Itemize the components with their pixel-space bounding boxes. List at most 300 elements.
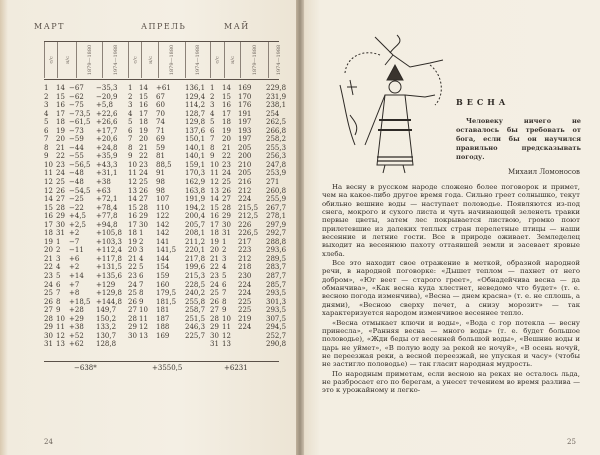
table-cell: 170,3 bbox=[185, 169, 206, 178]
epigraph-author: Михаил Ломоносов bbox=[508, 168, 580, 176]
table-cell: +4,5 bbox=[69, 212, 86, 221]
table-cell: 15 bbox=[139, 92, 148, 101]
page-number-left: 24 bbox=[44, 438, 53, 446]
table-cell: 30 bbox=[139, 220, 148, 229]
table-cell: 220,1 bbox=[185, 246, 206, 255]
table-cell: 150,2 bbox=[96, 314, 117, 323]
column-header-label: 1879—1880 bbox=[252, 44, 259, 76]
table-cell: 225 bbox=[238, 297, 252, 306]
table-cell: 215,3 bbox=[185, 272, 206, 281]
table-cell: 13 bbox=[56, 340, 65, 349]
table-cell: 13 bbox=[128, 186, 137, 195]
table-cell: 15 bbox=[128, 203, 137, 212]
table-cell: 2 bbox=[139, 237, 144, 246]
table-cell: 14 bbox=[210, 195, 219, 204]
table-cell: 144 bbox=[156, 254, 170, 263]
table-cell: +77,8 bbox=[96, 212, 118, 221]
table-cell: 1 bbox=[44, 84, 49, 92]
table-cell: 226 bbox=[238, 220, 252, 229]
table-cell: 278,1 bbox=[266, 212, 287, 221]
table-row bbox=[44, 306, 287, 315]
table-cell: 18 bbox=[222, 118, 231, 127]
table-cell: 21 bbox=[44, 254, 53, 263]
table-cell: −20,9 bbox=[96, 92, 118, 101]
column-header bbox=[44, 42, 58, 78]
table-cell: −56,5 bbox=[69, 160, 91, 169]
table-cell: 10 bbox=[139, 306, 148, 315]
table-cell: 223 bbox=[238, 246, 252, 255]
table-cell: 288,8 bbox=[266, 237, 287, 246]
table-cell: 208,1 bbox=[185, 229, 206, 238]
table-cell: 162,9 bbox=[185, 178, 206, 187]
table-cell: 17 bbox=[56, 109, 65, 118]
table-cell: 107 bbox=[156, 195, 170, 204]
table-bottom-rule bbox=[44, 361, 279, 362]
table-cell: 26 bbox=[128, 297, 137, 306]
table-cell: +28 bbox=[69, 306, 84, 315]
table-cell: 169 bbox=[156, 331, 170, 340]
table-cell: 5 bbox=[56, 272, 61, 281]
table-cell: 307,5 bbox=[266, 314, 287, 323]
table-cell: 19 bbox=[44, 237, 53, 246]
table-cell: 293,5 bbox=[266, 306, 287, 315]
column-header-label: 1879—1880 bbox=[87, 44, 94, 76]
table-cell: 2 bbox=[128, 92, 133, 101]
table-row bbox=[44, 186, 287, 196]
woman-in-kokoshnik-with-crane-icon bbox=[335, 25, 455, 175]
table-cell: 188 bbox=[156, 323, 170, 332]
table-cell: 31 bbox=[56, 229, 65, 238]
table-cell: 294,5 bbox=[266, 323, 287, 332]
table-cell: 8 bbox=[222, 297, 227, 306]
table-cell: 199,6 bbox=[185, 263, 206, 272]
table-cell: +94,8 bbox=[96, 220, 118, 229]
table-cell: 247,8 bbox=[266, 160, 287, 169]
table-cell: 60 bbox=[156, 101, 165, 110]
table-row bbox=[44, 101, 287, 110]
table-cell: 292,7 bbox=[266, 229, 287, 238]
table-cell: 59 bbox=[156, 143, 165, 152]
table-cell: 5 bbox=[210, 118, 215, 127]
table-cell: 12 bbox=[128, 178, 137, 187]
table-row bbox=[44, 331, 287, 341]
month-april: АПРЕЛЬ bbox=[141, 22, 187, 31]
table-cell: 30 bbox=[128, 331, 137, 340]
table-cell: +5,8 bbox=[96, 101, 113, 110]
table-header bbox=[44, 42, 283, 78]
table-cell: 24 bbox=[139, 169, 148, 178]
table-cell: 254 bbox=[266, 109, 280, 118]
table-cell: −7 bbox=[69, 237, 80, 246]
table-row bbox=[44, 220, 287, 230]
table-cell: 18 bbox=[128, 229, 137, 238]
table-cell: 197 bbox=[238, 135, 252, 144]
table-cell: −44 bbox=[69, 143, 84, 152]
column-header-label: 1974—1988 bbox=[113, 44, 120, 76]
table-cell: +112,4 bbox=[96, 246, 122, 255]
table-cell: 267,7 bbox=[266, 203, 287, 212]
table-cell: 10 bbox=[128, 160, 137, 169]
table-cell: 11 bbox=[56, 323, 65, 332]
column-header-label: с/с bbox=[132, 56, 139, 64]
table-cell: 253,9 bbox=[266, 169, 287, 178]
table-cell: 12 bbox=[222, 331, 231, 340]
table-cell: 23 bbox=[44, 272, 53, 281]
table-cell: 24 bbox=[128, 280, 137, 289]
column-header bbox=[57, 42, 77, 78]
table-cell: 225 bbox=[238, 306, 252, 315]
table-cell: +35,9 bbox=[96, 152, 118, 161]
table-cell: 16 bbox=[222, 101, 231, 110]
table-cell: 26 bbox=[210, 297, 219, 306]
table-cell: 14 bbox=[128, 195, 137, 204]
table-cell: 27 bbox=[210, 306, 219, 315]
table-cell: +31,1 bbox=[96, 169, 118, 178]
table-cell: +135,6 bbox=[96, 272, 122, 281]
table-cell: 136,1 bbox=[185, 84, 206, 92]
table-cell: 71 bbox=[156, 126, 165, 135]
table-cell: 258,7 bbox=[185, 306, 206, 315]
table-cell: 262,5 bbox=[266, 118, 287, 127]
table-cell: 285,7 bbox=[266, 280, 287, 289]
table-row bbox=[44, 152, 287, 161]
table-cell: 212 bbox=[238, 254, 252, 263]
table-cell: 142 bbox=[156, 220, 170, 229]
table-cell: 13 bbox=[222, 340, 231, 349]
table-cell: 128,7 bbox=[185, 109, 206, 118]
table-cell: −55 bbox=[69, 152, 84, 161]
table-cell: +129,8 bbox=[96, 289, 122, 298]
table-cell: 70 bbox=[156, 109, 165, 118]
table-row bbox=[44, 263, 287, 272]
table-cell: 141 bbox=[156, 237, 170, 246]
table-cell: 12 bbox=[44, 186, 53, 195]
table-cell: 1 bbox=[139, 229, 144, 238]
table-cell: −73 bbox=[69, 126, 84, 135]
table-row bbox=[44, 323, 287, 332]
chapter-title: ВЕСНА bbox=[456, 97, 510, 107]
table-cell: 18 bbox=[56, 118, 65, 127]
table-cell: 31 bbox=[210, 340, 219, 349]
table-cell: 1 bbox=[56, 237, 61, 246]
table-cell: 159 bbox=[156, 272, 170, 281]
table-row bbox=[44, 280, 287, 290]
table-cell: −11 bbox=[69, 246, 84, 255]
table-cell: 11 bbox=[139, 314, 148, 323]
table-row bbox=[44, 195, 287, 204]
table-cell: 17 bbox=[222, 109, 231, 118]
table-cell: 17 bbox=[139, 109, 148, 118]
table-cell: 3 bbox=[44, 101, 49, 110]
table-cell: +72,1 bbox=[96, 195, 118, 204]
table-cell: 8 bbox=[44, 143, 49, 152]
table-cell: 2 bbox=[222, 246, 227, 255]
table-cell: 1 bbox=[210, 84, 215, 92]
table-cell: 3 bbox=[210, 101, 215, 110]
table-cell: 7 bbox=[44, 135, 49, 144]
table-cell: 25 bbox=[128, 289, 137, 298]
table-cell: 22 bbox=[44, 263, 53, 272]
table-cell: 205,7 bbox=[185, 220, 206, 229]
table-cell: 24 bbox=[56, 169, 65, 178]
month-march: МАРТ bbox=[34, 22, 65, 31]
table-cell: 12 bbox=[139, 323, 148, 332]
table-cell: 290,8 bbox=[266, 340, 287, 349]
table-cell: 7 bbox=[222, 289, 227, 298]
table-cell: −22 bbox=[69, 203, 84, 212]
table-cell: 6 bbox=[222, 280, 227, 289]
table-cell: 69 bbox=[156, 135, 165, 144]
column-header-label: н/с bbox=[147, 56, 154, 64]
table-cell: +144,8 bbox=[96, 297, 122, 306]
column-header-label: 1879—1880 bbox=[169, 44, 176, 76]
table-cell: 205 bbox=[238, 169, 252, 178]
table-row bbox=[44, 340, 287, 349]
table-cell: 224 bbox=[238, 289, 252, 298]
table-cell: +2 bbox=[69, 263, 80, 272]
column-header-label: 1974—1988 bbox=[195, 44, 202, 76]
table-cell: 150,1 bbox=[185, 135, 206, 144]
table-row bbox=[44, 297, 287, 307]
table-cell: 200 bbox=[238, 152, 252, 161]
epigraph: Человеку ничего не оставалось бы требовать от бога, если бы он научился правильно предсказывать погоду. bbox=[456, 117, 581, 161]
table-cell: 8 bbox=[56, 297, 61, 306]
table-cell: 19 bbox=[210, 237, 219, 246]
table-cell: 30 bbox=[222, 220, 231, 229]
table-cell: 212,5 bbox=[238, 212, 259, 221]
table-cell: 10 bbox=[56, 314, 65, 323]
table-cell: 25 bbox=[139, 178, 148, 187]
table-cell: 5 bbox=[128, 118, 133, 127]
column-header-label: с/с bbox=[214, 56, 221, 64]
table-cell: 3 bbox=[56, 254, 61, 263]
column-header bbox=[102, 42, 129, 78]
table-cell: 21 bbox=[210, 254, 219, 263]
table-row bbox=[44, 178, 284, 187]
table-cell: 200,4 bbox=[185, 212, 206, 221]
table-cell: 17 bbox=[44, 220, 53, 229]
column-header bbox=[185, 42, 211, 78]
table-row bbox=[44, 92, 287, 102]
table-cell: 14 bbox=[56, 84, 65, 92]
table-cell: 130,7 bbox=[96, 331, 117, 340]
table-row bbox=[44, 272, 287, 281]
table-cell: 15 bbox=[56, 92, 65, 101]
table-cell: 217 bbox=[238, 237, 252, 246]
table-cell: 9 bbox=[128, 152, 133, 161]
table-cell: 258,2 bbox=[266, 135, 287, 144]
table-cell: 20 bbox=[44, 246, 53, 255]
table-cell: 211,2 bbox=[185, 237, 206, 246]
table-cell: +103,3 bbox=[96, 237, 122, 246]
table-cell: 301,3 bbox=[266, 297, 287, 306]
table-cell: 293,6 bbox=[266, 246, 287, 255]
table-cell: 27 bbox=[56, 195, 65, 204]
table-cell: 11 bbox=[44, 169, 53, 178]
table-cell: 29 bbox=[210, 323, 219, 332]
table-cell: +20,6 bbox=[96, 135, 118, 144]
month-headers bbox=[28, 22, 278, 36]
table-cell: 29 bbox=[44, 323, 53, 332]
table-cell: 29 bbox=[139, 212, 148, 221]
table-cell: +14 bbox=[69, 272, 84, 281]
table-cell: 229,8 bbox=[266, 84, 287, 92]
table-cell: −35,3 bbox=[96, 84, 118, 92]
table-row bbox=[44, 110, 284, 119]
table-cell: +63 bbox=[96, 186, 111, 195]
table-cell: 13 bbox=[139, 331, 148, 340]
table-cell: 20 bbox=[128, 246, 137, 255]
column-header-label: н/с bbox=[64, 56, 71, 64]
table-cell: 21 bbox=[139, 143, 148, 152]
table-row bbox=[44, 169, 287, 178]
table-cell: +18,5 bbox=[69, 297, 91, 306]
table-cell: 2 bbox=[56, 246, 61, 255]
table-cell: 4 bbox=[222, 263, 227, 272]
table-cell: 266,8 bbox=[266, 126, 287, 135]
table-row bbox=[44, 126, 287, 136]
table-cell: 8 bbox=[139, 289, 144, 298]
table-cell: 255,3 bbox=[266, 143, 287, 152]
total-march: −638* bbox=[74, 364, 97, 372]
table-cell: 31 bbox=[44, 340, 53, 349]
table-cell: 12 bbox=[44, 178, 53, 187]
column-header bbox=[128, 42, 142, 78]
table-cell: 122 bbox=[156, 212, 170, 221]
table-cell: 129,4 bbox=[185, 92, 206, 101]
table-cell: 3 bbox=[139, 246, 144, 255]
table-cell: 179,5 bbox=[156, 289, 177, 298]
table-cell: 11 bbox=[210, 169, 219, 178]
table-cell: 18 bbox=[139, 118, 148, 127]
table-cell: 193 bbox=[238, 126, 252, 135]
table-cell: −61,5 bbox=[69, 118, 91, 127]
table-cell: 14 bbox=[44, 195, 53, 204]
table-cell: 271 bbox=[266, 178, 280, 187]
table-cell: 9 bbox=[139, 297, 144, 306]
column-header-label: н/с bbox=[229, 56, 236, 64]
table-cell: 27 bbox=[139, 195, 148, 204]
table-cell: 255,9 bbox=[266, 195, 287, 204]
table-cell: 159,1 bbox=[185, 160, 206, 169]
table-cell: 256,3 bbox=[266, 152, 287, 161]
table-cell: 67 bbox=[156, 92, 165, 101]
table-cell: 21 bbox=[56, 143, 65, 152]
table-cell: 226,5 bbox=[238, 229, 259, 238]
table-cell: 128,8 bbox=[96, 340, 117, 349]
table-cell: 14 bbox=[139, 84, 148, 92]
table-cell: 216 bbox=[238, 178, 252, 187]
table-body bbox=[44, 84, 287, 349]
table-cell: +43,3 bbox=[96, 160, 118, 169]
table-cell: 9 bbox=[222, 306, 227, 315]
table-cell: 297,9 bbox=[266, 220, 287, 229]
table-cell: 197 bbox=[238, 118, 252, 127]
table-cell: +2 bbox=[69, 229, 80, 238]
table-cell: 98 bbox=[156, 178, 165, 187]
table-cell: 4 bbox=[139, 254, 144, 263]
table-cell: 215,5 bbox=[238, 203, 259, 212]
table-cell: +61 bbox=[156, 84, 171, 92]
table-cell: 28 bbox=[128, 314, 137, 323]
table-cell: +6 bbox=[69, 254, 80, 263]
table-cell: 11 bbox=[222, 323, 231, 332]
table-cell: +8 bbox=[69, 289, 80, 298]
table-cell: 23 bbox=[210, 272, 219, 281]
table-cell: 2 bbox=[210, 92, 215, 101]
table-cell: +17,7 bbox=[96, 126, 118, 135]
table-cell: 88,5 bbox=[156, 160, 172, 169]
table-cell: 246,3 bbox=[185, 323, 206, 332]
table-cell: 21 bbox=[222, 143, 231, 152]
table-cell: 19 bbox=[139, 126, 148, 135]
table-cell: 30 bbox=[44, 331, 53, 340]
table-cell: 1 bbox=[222, 237, 227, 246]
table-cell: −62 bbox=[69, 92, 84, 101]
table-cell: 228,5 bbox=[185, 280, 206, 289]
table-cell: 16 bbox=[139, 101, 148, 110]
table-cell: 29 bbox=[128, 323, 137, 332]
table-cell: 26 bbox=[139, 186, 148, 195]
table-cell: 15 bbox=[44, 203, 53, 212]
table-cell: 238,1 bbox=[266, 101, 287, 110]
column-header-label: с/с bbox=[48, 56, 55, 64]
table-cell: 18 bbox=[44, 229, 53, 238]
table-cell: 13 bbox=[210, 186, 219, 195]
table-cell: +117,8 bbox=[96, 254, 122, 263]
table-cell: 240,2 bbox=[185, 289, 206, 298]
table-cell: 14 bbox=[222, 84, 231, 92]
table-cell: 9 bbox=[44, 152, 49, 161]
table-cell: −48 bbox=[69, 169, 84, 178]
table-cell: 15 bbox=[222, 92, 231, 101]
table-cell: 19 bbox=[222, 126, 231, 135]
table-cell: 141,5 bbox=[156, 246, 177, 255]
table-cell: 187 bbox=[156, 314, 170, 323]
table-row bbox=[44, 203, 287, 213]
table-row bbox=[44, 118, 287, 127]
table-cell: 26 bbox=[56, 186, 65, 195]
table-cell: 12 bbox=[210, 178, 219, 187]
table-cell: 25 bbox=[222, 178, 231, 187]
table-cell: 8 bbox=[128, 143, 133, 152]
column-header bbox=[224, 42, 241, 78]
table-cell: 231,9 bbox=[266, 92, 287, 101]
table-cell: 28 bbox=[44, 314, 53, 323]
table-cell: 217,8 bbox=[185, 254, 206, 263]
table-cell: 22 bbox=[139, 152, 148, 161]
table-cell: 260,8 bbox=[266, 186, 287, 195]
table-cell: 27 bbox=[44, 306, 53, 315]
total-april: +3550,5 bbox=[152, 364, 183, 372]
table-cell: 16 bbox=[210, 212, 219, 221]
table-row bbox=[44, 135, 287, 144]
column-header bbox=[240, 42, 269, 78]
table-cell: 22 bbox=[128, 263, 137, 272]
table-cell: 5 bbox=[222, 272, 227, 281]
table-cell: −59 bbox=[69, 135, 84, 144]
table-cell: 98 bbox=[156, 186, 165, 195]
table-cell: 20 bbox=[139, 135, 148, 144]
table-cell: 6 bbox=[44, 126, 49, 135]
table-cell: 137,6 bbox=[185, 126, 206, 135]
table-cell: 91 bbox=[156, 169, 165, 178]
table-cell: 160 bbox=[156, 280, 170, 289]
table-cell: 23 bbox=[222, 160, 231, 169]
table-cell: 6 bbox=[210, 126, 215, 135]
table-cell: 9 bbox=[210, 152, 215, 161]
table-cell: 19 bbox=[128, 237, 137, 246]
